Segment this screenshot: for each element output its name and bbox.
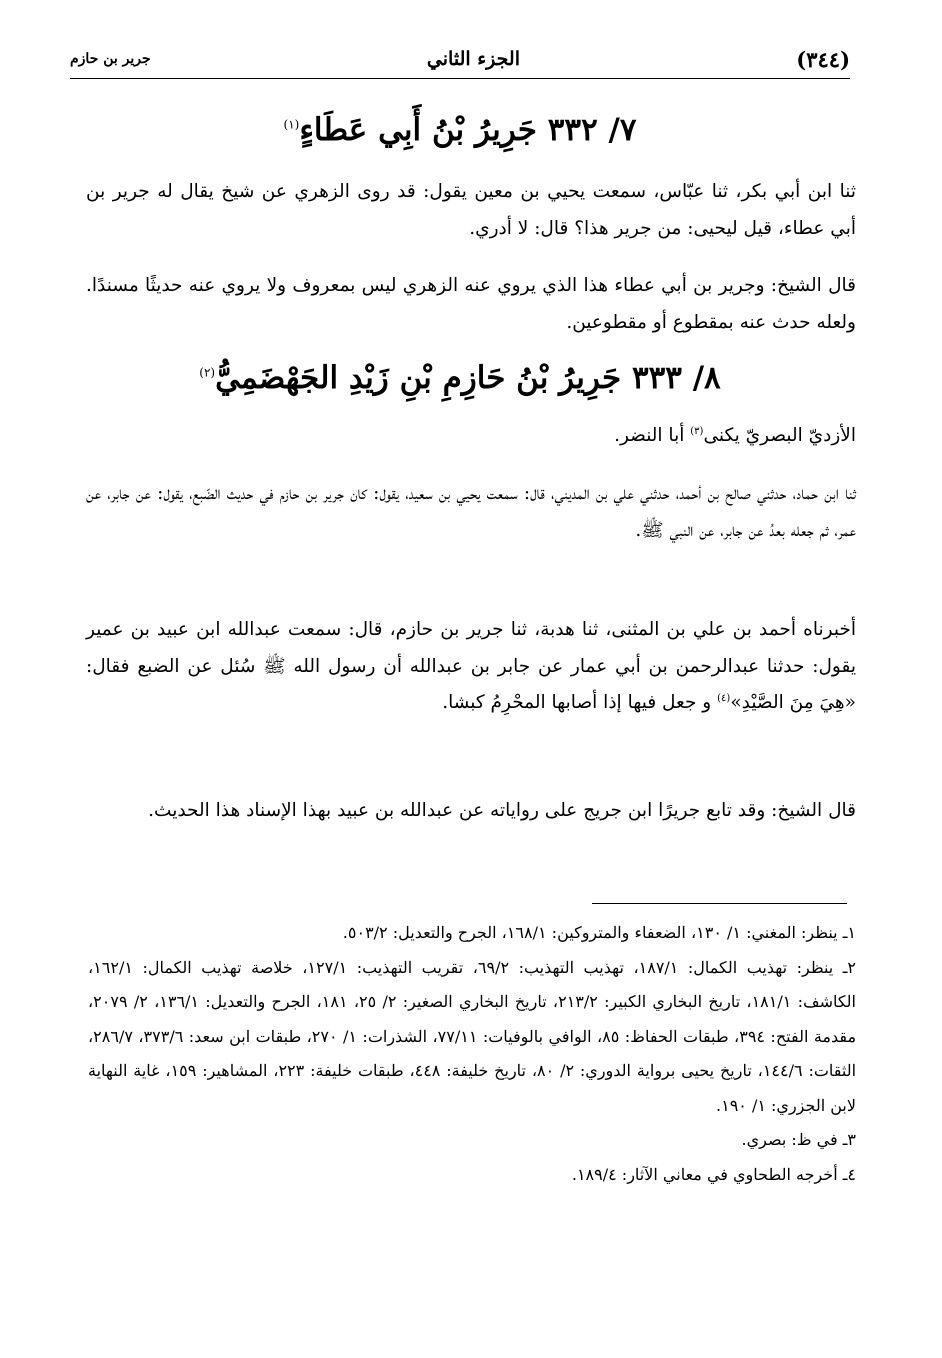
footnote-ref: (٣) [690,425,704,437]
paragraph [86,612,856,722]
header-rule [70,78,850,79]
nisba-text: أبا النضر. [614,425,691,446]
footnote-rule [592,903,847,904]
paragraph: ثنا ابن حماد، حدثني صالح بن أحمد، حدثني علي بن المديني، قال: سمعت يحيي بن سعيد، يقول: كان جرير بن حازم في حديث الضّبع، يقول: عن جابر، عن عمر، ثم جعله بعدُ عن جابر، عن النبي ﷺ. [86,483,856,541]
footnote: ٤ـ أخرجه الطحاوي في معاني الآثار: ١٨٩/٤. [571,1164,856,1184]
footnote-ref: (٤) [717,692,731,704]
paragraph: ثنا ابن أبي بكر، ثنا عبّاس، سمعت يحيي بن معين يقول: قد روى الزهري عن شيخ يقال له جرير بن أبي عطاء، قيل ليحيى: من جرير هذا؟ قال: لا أدري. [86,181,856,239]
entry-title-text: ٧/ ٣٣٢ جَرِيرُ بْنُ أَبِي عَطَاءٍ [299,112,637,148]
paragraph [86,418,856,455]
hadith-text: و جعل فيها إذا أصابها المحْرِمُ كبشا. [442,692,718,713]
footnote: ١ـ ينظر: المغني: ١/ ١٣٠، الضعفاء والمتروكين: ١٦٨/١، الجرح والتعديل: ٥٠٣/٢. [342,923,856,942]
page-header [70,44,850,74]
footnote: ٣ـ في ظ: بصري. [741,1130,856,1149]
footnote: ٢ـ ينظر: تهذيب الكمال: ١٨٧/١، تهذيب التهذيب: ٦٩/٢، تقريب التهذيب: ١٢٧/١، خلاصة تهذيب الكمال: ١٦٢/١، الكاشف: ١٨١/١، تاريخ البخاري الكبير: ٢١٣/٢، تاريخ البخاري الصغير: ٢/ ٢٥، ١٨١، الجرح والتعديل: ١٣٦/١، ٢/ ٢٠٧٩، مقدمة الفتح: ٣٩٤، طبقات الحفاظ: ٨٥، الوافي بالوفيات: ٧٧/١١، الشذرات: ١/ ٢٧٠، طبقات ابن سعد: ٣٧٣/٦، ٢٨٦/٧، الثقات: ١٤٤/٦، تاريخ يحيى برواية الدوري: ٢/ ٨٠، تاريخ خليفة: ٤٤٨، طبقات خليفة: ٢٢٣، المشاهير: ١٥٩، غاية النهاية لابن الجزري: ١/ ١٩٠. [88,957,857,1115]
paragraph: قال الشيخ: وقد تابع جريرًا ابن جريج على رواياته عن عبدالله بن عبيد بهذا الإسناد هذا الحديث. [148,800,856,821]
footnote-ref: (٢) [199,365,216,380]
footnote-ref: (١) [283,117,300,132]
paragraph: قال الشيخ: وجرير بن أبي عطاء هذا الذي يروي عنه الزهري ليس بمعروف ولا يروي عنه حديثًا مسندًا. ولعله حدث عنه بمقطوع أو مقطوعين. [86,275,856,333]
entry-title-333 [70,360,850,396]
entry-title-text: ٨/ ٣٣٣ جَرِيرُ بْنُ حَازِمِ بْنِ زَيْدِ الجَهْضَمِيُّ [215,360,721,396]
hadith-text: أخبرناه أحمد بن علي بن المثنى، ثنا هدبة، ثنا جرير بن حازم، قال: سمعت عبدالله ابن عبيد بن عمير يقول: حدثنا عبدالرحمن بن أبي عمار عن جابر بن عبدالله أن رسول الله ﷺ سُئل عن الضبع فقال: «هِيَ مِنَ الصَّيْدِ» [86,619,856,713]
entry-title-332 [70,112,850,148]
page-number: (٣٤٤) [796,46,850,72]
running-title: جرير بن حازم [70,51,151,67]
footnotes [88,916,856,1192]
volume-title: الجزء الثاني [426,48,521,70]
nisba-text: الأزديّ البصريّ يكنى [703,425,856,446]
